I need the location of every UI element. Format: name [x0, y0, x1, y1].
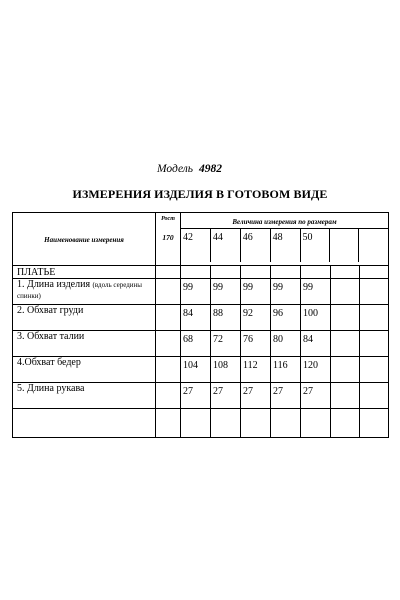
size-value-cell: 99 [301, 279, 331, 305]
size-value-cell [331, 357, 360, 383]
size-value-cell [360, 409, 389, 438]
model-label: Модель [157, 163, 194, 175]
header-sizes-caption: Величина измерения по размерам [232, 218, 337, 226]
size-value-cell: 99 [241, 279, 271, 305]
row-label [13, 409, 156, 438]
rost-cell [156, 357, 181, 383]
section-row [13, 266, 389, 279]
size-value-cell [331, 331, 360, 357]
model-number: 4982 [199, 163, 223, 175]
size-value-cell [360, 357, 389, 383]
measurements-table [12, 212, 389, 438]
size-value-cell: 27 [241, 383, 271, 409]
size-value-cell: 84 [301, 331, 331, 357]
row-label-text: 3. Обхват талии [17, 331, 85, 342]
row-label [13, 331, 156, 357]
rost-cell [156, 331, 181, 357]
size-value-cell: 72 [211, 331, 241, 357]
row-label-text: 5. Длина рукава [17, 383, 85, 394]
size-value-cell: 27 [271, 383, 301, 409]
size-value-cell [331, 383, 360, 409]
size-value-cell: 104 [181, 357, 211, 383]
header-size-1: 42 [181, 229, 211, 262]
size-value-cell [301, 409, 331, 438]
row-label-text: 1. Длина изделия [17, 279, 91, 290]
header-size-6 [330, 229, 359, 262]
size-value-cell [360, 279, 389, 305]
size-value-cell: 99 [211, 279, 241, 305]
size-value-cell [331, 409, 360, 438]
header-rost-value: 170 [162, 233, 174, 242]
size-value-cell [360, 305, 389, 331]
row-label-note: (вдоль середины спинки) [17, 281, 142, 300]
size-value-cell: 100 [301, 305, 331, 331]
row-label-text: 4.Обхват бедер [17, 357, 81, 368]
size-value-cell [271, 409, 301, 438]
header-size-5: 50 [301, 229, 331, 262]
header-name-label: Наименование измерения [44, 236, 124, 244]
size-value-cell [360, 383, 389, 409]
row-label [13, 279, 156, 305]
header-sizes-cell [181, 213, 389, 266]
size-value-cell: 99 [181, 279, 211, 305]
table-row [13, 279, 389, 305]
header-rost-label: Рост [161, 216, 175, 222]
size-value-cell: 27 [301, 383, 331, 409]
size-value-cell: 116 [271, 357, 301, 383]
document-title: ИЗМЕРЕНИЯ ИЗДЕЛИЯ В ГОТОВОМ ВИДЕ [72, 187, 328, 201]
row-label-text: 2. Обхват груди [17, 305, 84, 316]
size-value-cell: 99 [271, 279, 301, 305]
size-value-cell: 76 [241, 331, 271, 357]
table-row [13, 409, 389, 438]
rost-cell [156, 409, 181, 438]
model-line [157, 163, 222, 175]
rost-cell [156, 305, 181, 331]
header-size-3: 46 [241, 229, 271, 262]
size-value-cell: 80 [271, 331, 301, 357]
size-value-cell [331, 305, 360, 331]
size-value-cell: 108 [211, 357, 241, 383]
table-row [13, 383, 389, 409]
header-size-2: 44 [211, 229, 241, 262]
size-value-cell [181, 409, 211, 438]
size-value-cell: 112 [241, 357, 271, 383]
size-value-cell: 120 [301, 357, 331, 383]
size-value-cell [331, 279, 360, 305]
size-value-cell: 96 [271, 305, 301, 331]
header-sizes-values [181, 228, 388, 262]
header-size-4: 48 [271, 229, 301, 262]
size-value-cell [360, 331, 389, 357]
header-rost-cell [156, 213, 181, 266]
header-name-cell [13, 213, 156, 266]
table-row [13, 357, 389, 383]
row-label [13, 357, 156, 383]
size-value-cell: 92 [241, 305, 271, 331]
size-value-cell: 88 [211, 305, 241, 331]
size-value-cell: 27 [181, 383, 211, 409]
header-row [13, 213, 389, 266]
size-value-cell [241, 409, 271, 438]
row-label [13, 305, 156, 331]
section-label: ПЛАТЬЕ [13, 266, 156, 279]
size-value-cell: 84 [181, 305, 211, 331]
size-value-cell: 68 [181, 331, 211, 357]
rost-cell [156, 279, 181, 305]
header-size-7 [359, 229, 388, 262]
rost-cell [156, 383, 181, 409]
table-row [13, 331, 389, 357]
row-label [13, 383, 156, 409]
size-value-cell [211, 409, 241, 438]
size-value-cell: 27 [211, 383, 241, 409]
table-row [13, 305, 389, 331]
